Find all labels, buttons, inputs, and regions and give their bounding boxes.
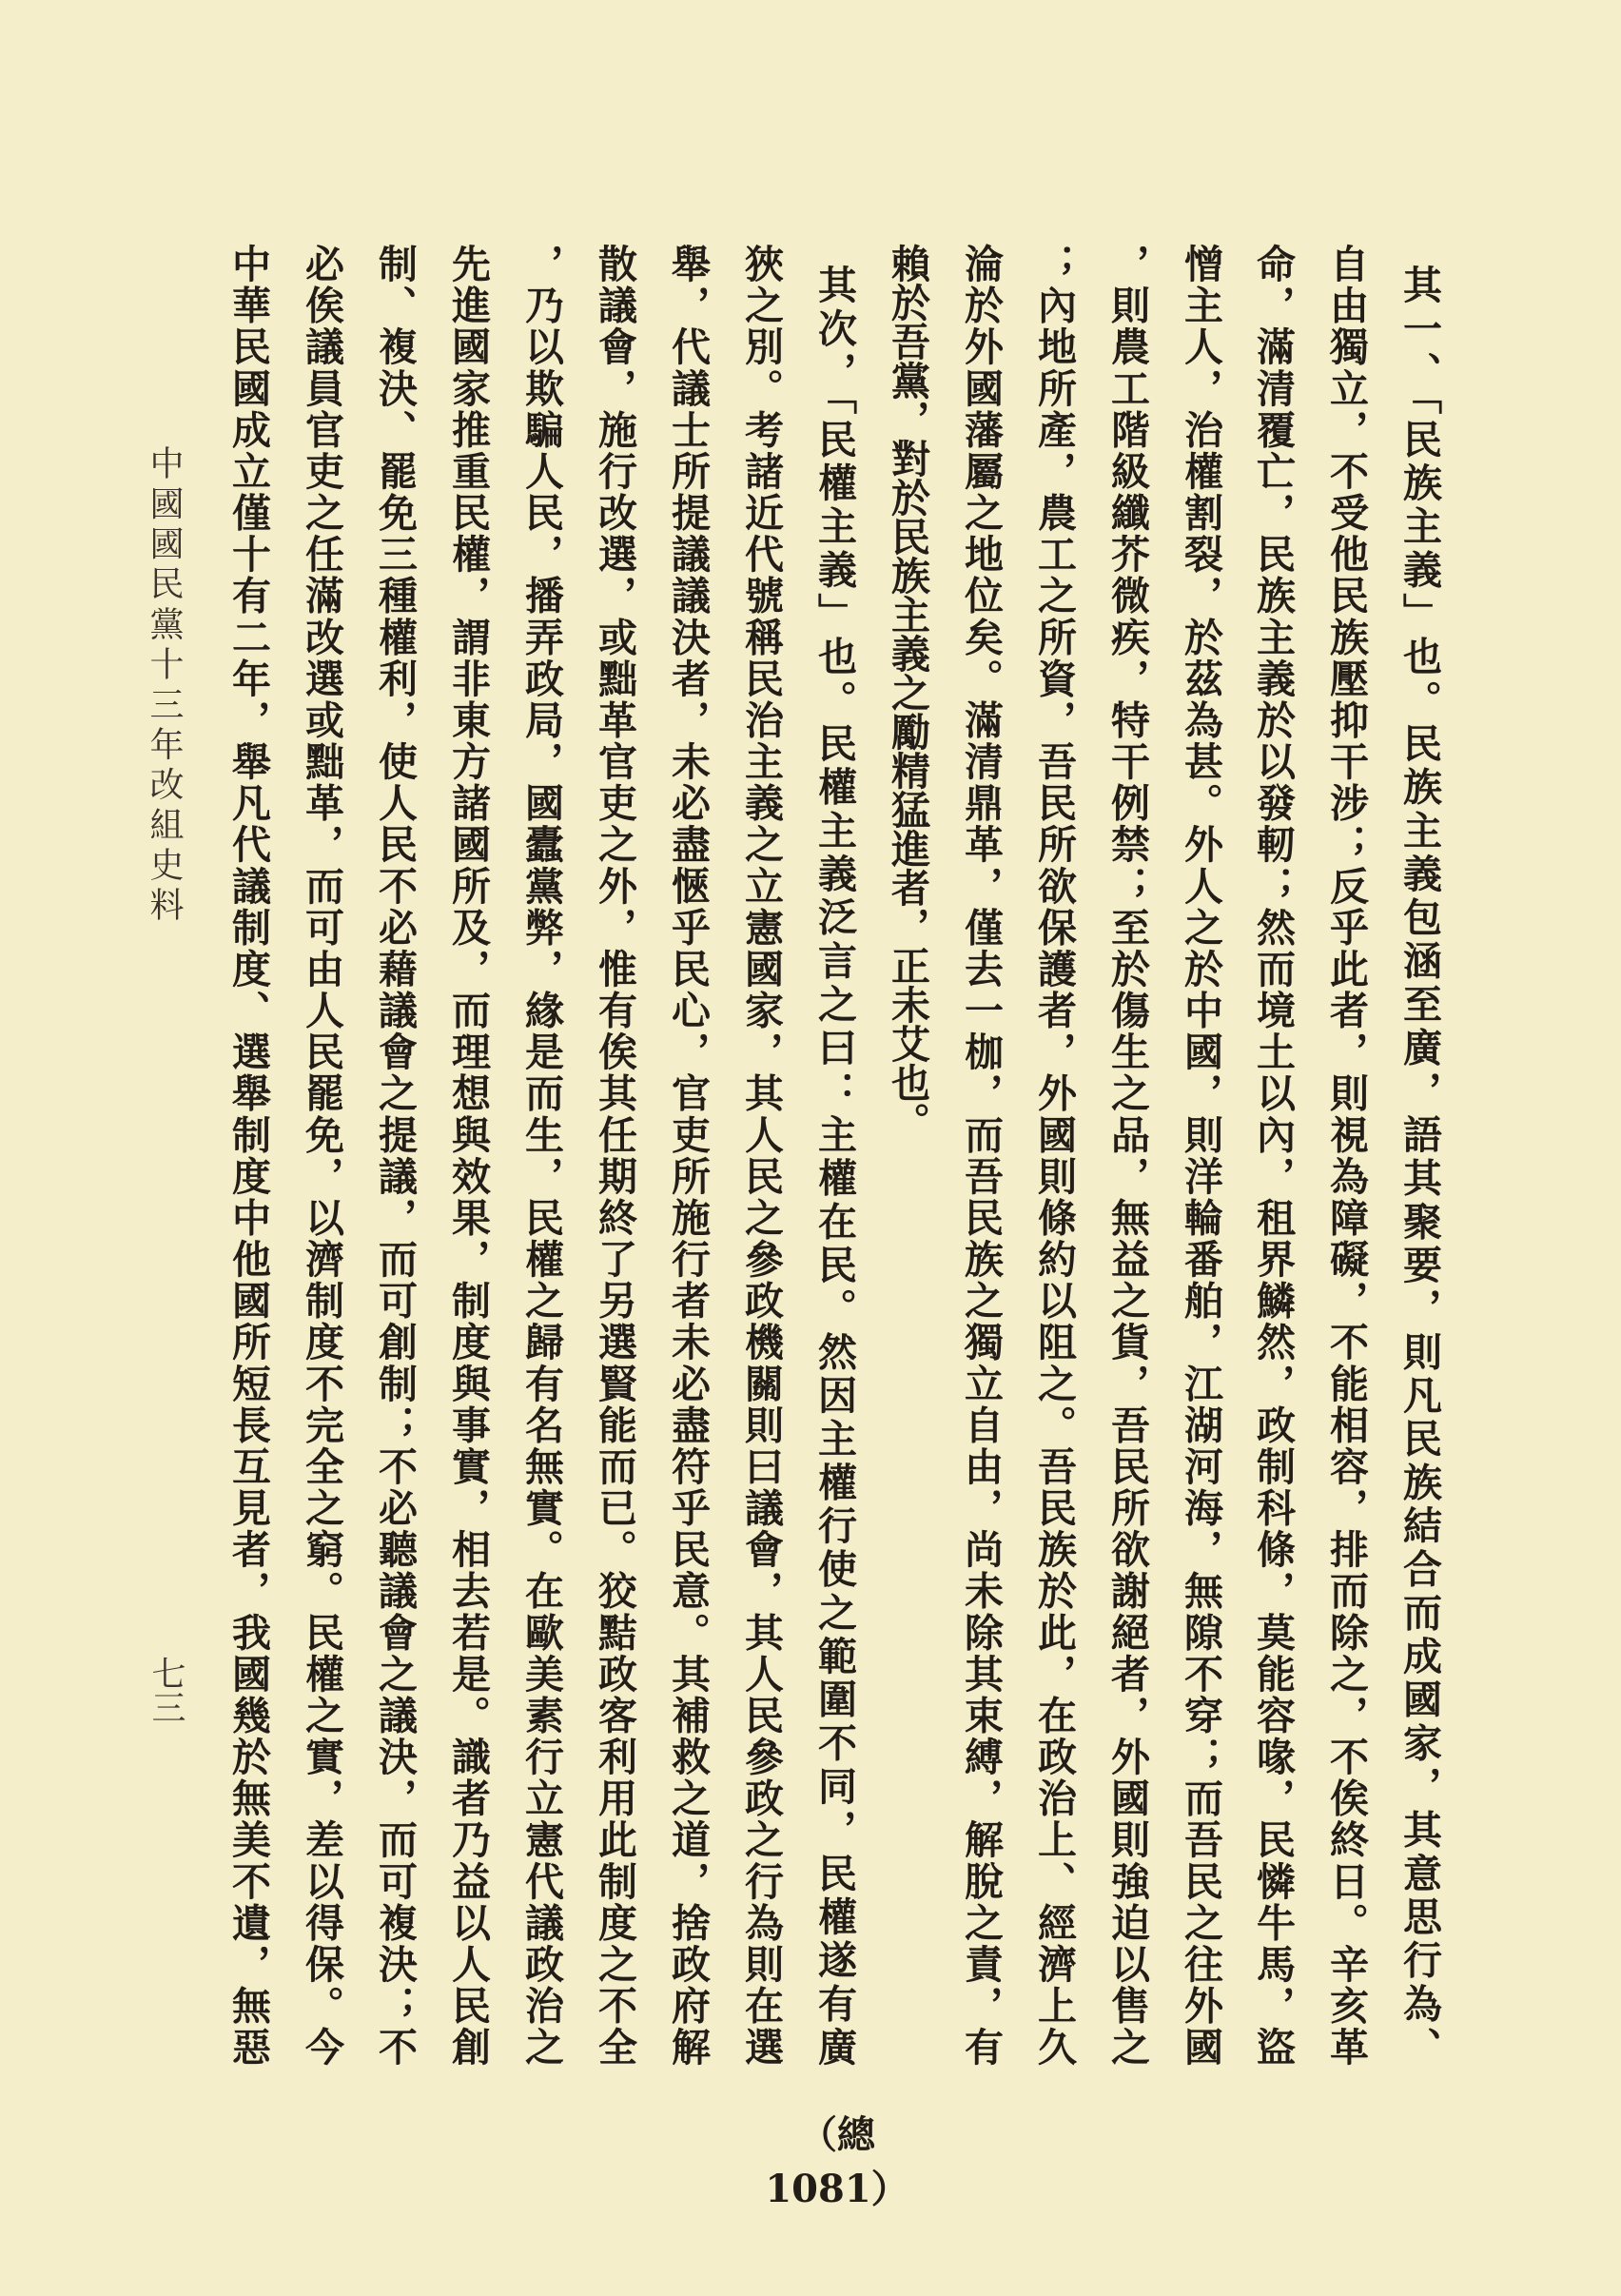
text-column: 必俟議員官吏之任滿改選或黜革，而可由人民罷免，以濟制度不完全之窮。民權之實，差以得保。今 <box>299 244 344 2066</box>
text-column: ；內地所產，農工之所資，吾民所欲保護者，外國則條約以阻之。吾民族於此，在政治上、經濟上久 <box>1031 244 1077 2066</box>
text-column: 舉，代議士所提議議決者，未必盡愜乎民心，官吏所施行者未必盡符乎民意。其補救之道，捨政府解 <box>665 244 711 2066</box>
page-number: 七三 <box>146 1656 186 1724</box>
text-column: 狹之別。考諸近代號稱民治主義之立憲國家，其人民之參政機關則曰議會，其人民參政之行為則在選 <box>738 244 784 2066</box>
text-column: ，則農工階級纖芥微疾，特干例禁；至於傷生之品，無益之貨，吾民所欲謝絕者，外國則強迫以售之 <box>1104 244 1150 2066</box>
text-column: 憎主人，治權割裂，於茲為甚。外人之於中國，則洋輪番舶，江湖河海，無隙不穿；而吾民之往外國 <box>1178 244 1223 2066</box>
text-column: 先進國家推重民權，謂非東方諸國所及，而理想與效果，制度與事實，相去若是。識者乃益以人民創 <box>445 244 491 2066</box>
text-column: 散議會，施行改選，或黜革官吏之外，惟有俟其任期終了另選賢能而已。狡黠政客利用此制度之不全 <box>592 244 637 2066</box>
text-column: 淪於外國藩屬之地位矣。滿清鼎革，僅去一枷，而吾民族之獨立自由，尚未除其束縛，解脫之責，有 <box>958 244 1004 2066</box>
text-column: 賴於吾黨，對於民族主義之勵精猛進者，正未艾也。 <box>885 244 930 1141</box>
text-column: 制、複決、罷免三種權利，使人民不必藉議會之提議，而可創制；不必聽議會之議決，而可複決；不 <box>372 244 418 2066</box>
text-column: 中華民國成立僅十有二年，舉凡代議制度、選舉制度中他國所短長互見者，我國幾於無美不遺，無惡 <box>225 244 271 2066</box>
total-page-number: （總1081） <box>765 2112 909 2211</box>
text-column: ，乃以欺騙人民，播弄政局，國蠹黨弊，緣是而生，民權之歸有名無實。在歐美素行立憲代議政治之 <box>518 244 564 2066</box>
running-title: 中國國民黨十三年改組史料 <box>145 445 184 921</box>
text-column: 其次，「民權主義」也。民權主義泛言之曰：主權在民。然因主權行使之範圍不同，民權遂有廣 <box>811 265 857 2066</box>
text-column: 其一、「民族主義」也。民族主義包涵至廣，語其聚要，則凡民族結合而成國家，其意思行為、 <box>1396 265 1442 2066</box>
text-column: 命，滿清覆亡，民族主義於以發軔；然而境土以內，租界鱗然，政制科條，莫能容喙，民憐牛馬，盜 <box>1250 244 1296 2066</box>
text-column: 自由獨立，不受他民族壓抑干涉；反乎此者，則視為障礙，不能相容，排而除之，不俟終日。辛亥革 <box>1323 244 1369 2066</box>
